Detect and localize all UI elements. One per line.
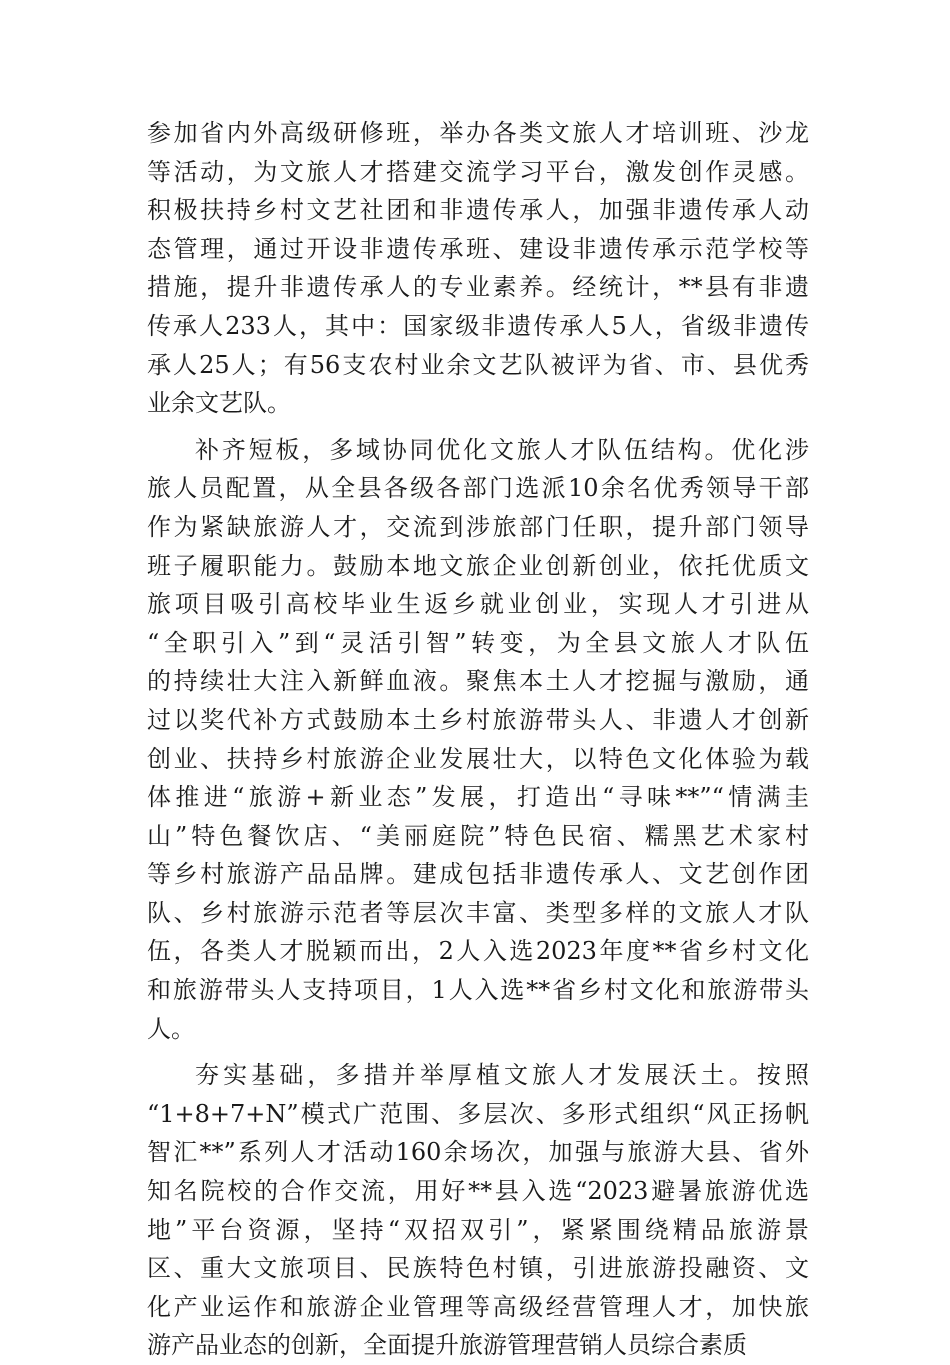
text-line: 队、乡村旅游示范者等层次丰富、类型多样的文旅人才队	[147, 898, 809, 927]
text-line: 地”平台资源，坚持“双招双引”，紧紧围绕精品旅游景	[147, 1215, 809, 1244]
text-line: 区、重大文旅项目、民族特色村镇，引进旅游投融资、文	[147, 1254, 809, 1283]
text-line: 传承人233人，其中：国家级非遗传承人5人，省级非遗传	[147, 311, 809, 340]
text-line: 作为紧缺旅游人才，交流到涉旅部门任职，提升部门领导	[147, 512, 809, 541]
text-line: 伍，各类人才脱颖而出，2人入选2023年度**省乡村文化	[147, 937, 809, 966]
text-line: 山”特色餐饮店、“美丽庭院”特色民宿、糯黑艺术家村	[147, 821, 809, 850]
text-line: 夯实基础，多措并举厚植文旅人才发展沃土。按照	[195, 1061, 809, 1090]
text-line: 智汇**”系列人才活动160余场次，加强与旅游大县、省外	[147, 1138, 809, 1167]
text-line: 游产品业态的创新，全面提升旅游管理营销人员综合素质	[147, 1331, 747, 1360]
text-line: 补齐短板，多域协同优化文旅人才队伍结构。优化涉	[195, 435, 809, 464]
text-line: 知名院校的合作交流，用好**县入选“2023避暑旅游优选	[147, 1177, 809, 1206]
text-line: 人。	[147, 1014, 195, 1043]
text-line: 业余文艺队。	[147, 389, 291, 418]
text-line: 态管理，通过开设非遗传承班、建设非遗传承示范学校等	[147, 234, 809, 263]
text-line: “全职引入”到“灵活引智”转变，为全县文旅人才队伍	[147, 628, 809, 657]
text-line: 过以奖代补方式鼓励本土乡村旅游带头人、非遗人才创新	[147, 705, 809, 734]
text-line: “1+8+7+N”模式广范围、多层次、多形式组织“风正扬帆	[147, 1099, 809, 1128]
text-line: 措施，提升非遗传承人的专业素养。经统计，**县有非遗	[147, 273, 809, 302]
text-line: 参加省内外高级研修班，举办各类文旅人才培训班、沙龙	[147, 119, 809, 147]
paragraph	[147, 114, 809, 423]
text-line: 班子履职能力。鼓励本地文旅企业创新创业，依托优质文	[147, 551, 809, 580]
text-line: 的持续壮大注入新鲜血液。聚焦本土人才挖掘与激励，通	[147, 667, 809, 696]
text-line: 体推进“旅游+新业态”发展，打造出“寻味**”“情满圭	[147, 783, 809, 812]
paragraph-gap	[147, 1048, 809, 1056]
text-line: 等活动，为文旅人才搭建交流学习平台，激发创作灵感。	[147, 157, 809, 186]
text-line: 创业、扶持乡村旅游企业发展壮大，以特色文化体验为载	[147, 744, 809, 773]
text-line: 旅人员配置，从全县各级各部门选派10余名优秀领导干部	[147, 474, 809, 503]
text-line: 等乡村旅游产品品牌。建成包括非遗传承人、文艺创作团	[147, 860, 809, 889]
paragraph	[147, 431, 809, 1049]
text-line: 化产业运作和旅游企业管理等高级经营管理人才，加快旅	[147, 1292, 809, 1321]
document-body	[147, 114, 809, 1365]
paragraph	[147, 1056, 809, 1365]
text-line: 积极扶持乡村文艺社团和非遗传承人，加强非遗传承人动	[147, 196, 809, 225]
text-line: 和旅游带头人支持项目，1人入选**省乡村文化和旅游带头	[147, 976, 809, 1005]
text-line: 承人25人；有56支农村业余文艺队被评为省、市、县优秀	[147, 350, 809, 379]
text-line: 旅项目吸引高校毕业生返乡就业创业，实现人才引进从	[147, 590, 809, 619]
paragraph-gap	[147, 423, 809, 431]
